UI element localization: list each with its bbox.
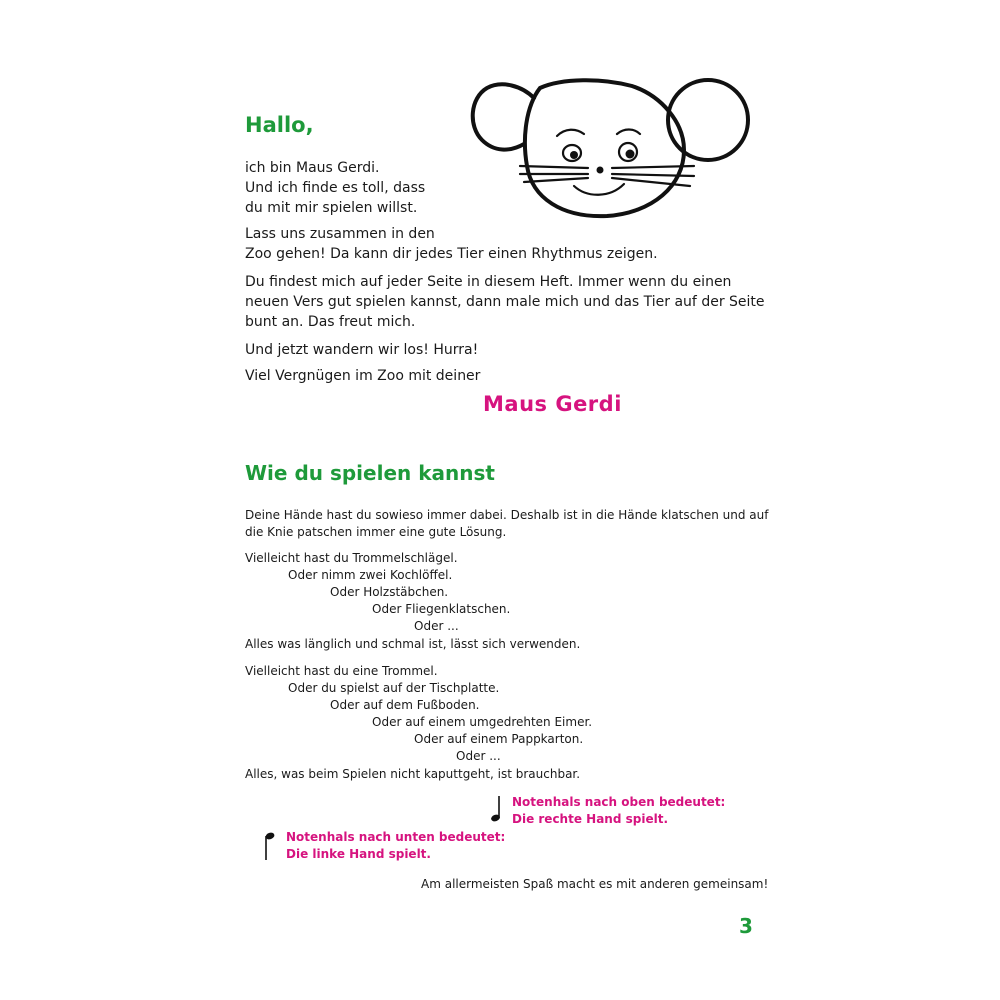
list-summary: Alles was länglich und schmal ist, lässt sich verwenden.: [245, 637, 581, 651]
intro-line: Lass uns zusammen in den: [245, 226, 435, 242]
paragraph-line: Deine Hände hast du sowieso immer dabei. Deshalb ist in die Hände klatschen und auf: [245, 508, 769, 522]
intro-line: du mit mir spielen willst.: [245, 200, 418, 216]
note-stem-up-icon: [490, 794, 504, 824]
list-item: Oder du spielst auf der Tischplatte.: [288, 681, 500, 695]
page-number: 3: [739, 914, 753, 938]
list-summary: Alles, was beim Spielen nicht kaputtgeht, ist brauchbar.: [245, 767, 581, 781]
list-item: Oder auf dem Fußboden.: [330, 698, 480, 712]
signature: Maus Gerdi: [483, 392, 622, 416]
paragraph-line: die Knie patschen immer eine gute Lösung.: [245, 525, 507, 539]
closing-line: Am allermeisten Spaß macht es mit anderen gemeinsam!: [421, 877, 769, 891]
list-item: Oder auf einem Pappkarton.: [414, 732, 584, 746]
intro-line: Viel Vergnügen im Zoo mit deiner: [245, 368, 481, 384]
intro-heading: Hallo,: [245, 113, 314, 137]
note-stem-down-icon: [262, 830, 276, 862]
list-item: Oder nimm zwei Kochlöffel.: [288, 568, 453, 582]
intro-line: Und ich finde es toll, dass: [245, 180, 426, 196]
note-down-line: Die linke Hand spielt.: [286, 847, 431, 861]
intro-line: Du findest mich auf jeder Seite in diesem Heft. Immer wenn du einen: [245, 274, 732, 290]
list-item: Vielleicht hast du Trommelschlägel.: [245, 551, 458, 565]
intro-line: neuen Vers gut spielen kannst, dann male mich und das Tier auf der Seite: [245, 294, 765, 310]
note-up-line: Die rechte Hand spielt.: [512, 812, 668, 826]
list-item: Oder ...: [414, 619, 459, 633]
list-item: Vielleicht hast du eine Trommel.: [245, 664, 438, 678]
list-item: Oder Fliegenklatschen.: [372, 602, 511, 616]
intro-line: Zoo gehen! Da kann dir jedes Tier einen Rhythmus zeigen.: [245, 246, 658, 262]
list-item: Oder Holzstäbchen.: [330, 585, 449, 599]
list-item: Oder auf einem umgedrehten Eimer.: [372, 715, 593, 729]
mouse-face-icon: [462, 68, 757, 223]
note-down-line: Notenhals nach unten bedeutet:: [286, 830, 506, 844]
intro-line: bunt an. Das freut mich.: [245, 314, 416, 330]
note-up-line: Notenhals nach oben bedeutet:: [512, 795, 726, 809]
intro-line: Und jetzt wandern wir los! Hurra!: [245, 342, 479, 358]
intro-line: ich bin Maus Gerdi.: [245, 160, 380, 176]
section-heading: Wie du spielen kannst: [245, 461, 495, 485]
list-item: Oder ...: [456, 749, 501, 763]
